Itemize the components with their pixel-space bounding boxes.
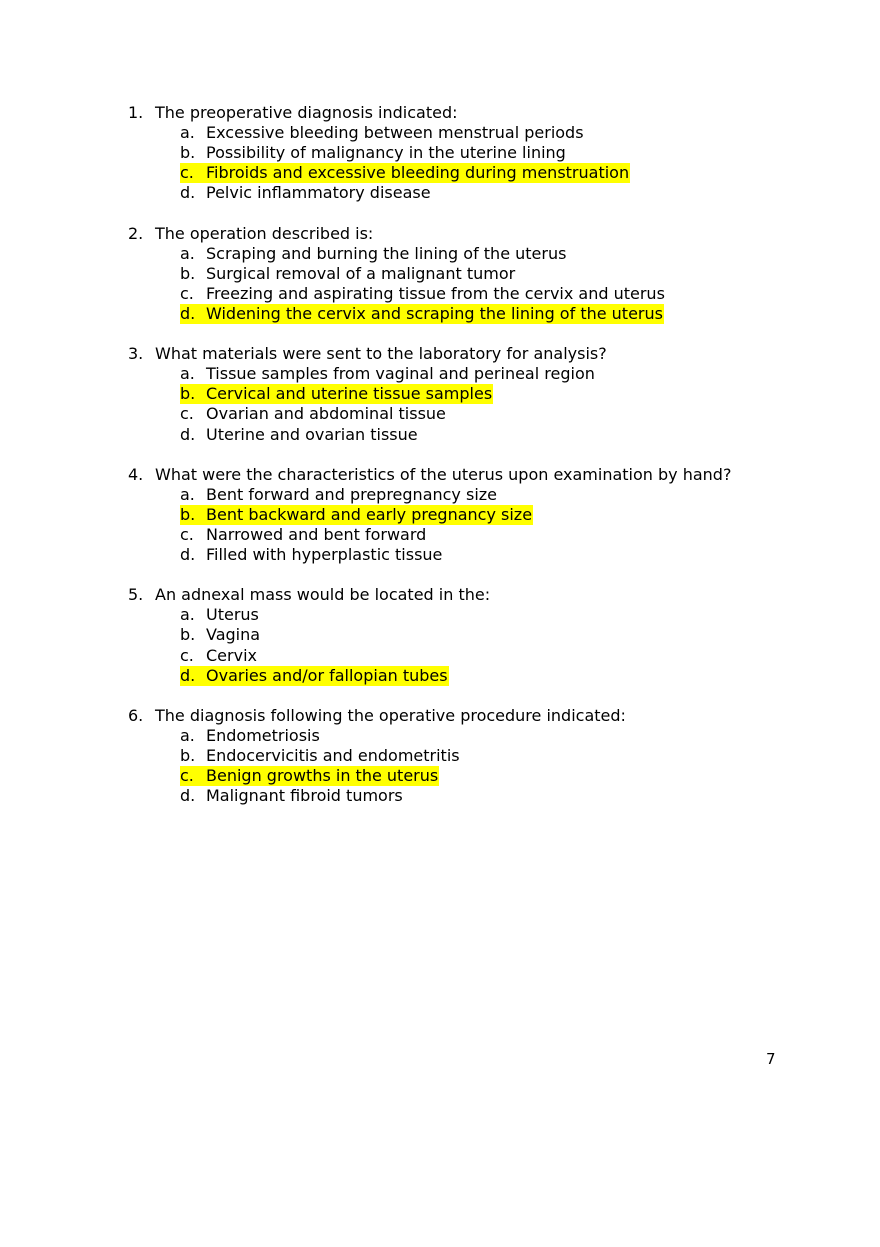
option-text: Benign growths in the uterus xyxy=(206,766,439,786)
question-6 xyxy=(128,706,828,806)
answer-option-body xyxy=(180,183,432,203)
question-number: 1. xyxy=(128,103,144,122)
answer-option-body xyxy=(180,143,567,163)
highlighted-correct-answer xyxy=(180,666,449,686)
option-letter: a. xyxy=(180,243,195,263)
answer-option xyxy=(180,485,828,505)
option-text: Widening the cervix and scraping the lining of the uterus xyxy=(206,303,663,323)
answer-option-body xyxy=(180,726,321,746)
answer-option xyxy=(180,786,828,806)
answer-option xyxy=(180,525,828,545)
option-text: Pelvic inflammatory disease xyxy=(206,183,431,203)
question-number: 3. xyxy=(128,344,144,364)
option-letter: a. xyxy=(180,123,195,143)
option-letter: d. xyxy=(180,665,196,685)
option-text: Cervix xyxy=(206,645,257,665)
answer-option xyxy=(180,304,828,324)
option-text: Vagina xyxy=(206,625,261,645)
option-text: Possibility of malignancy in the uterine lining xyxy=(206,143,566,163)
answer-option xyxy=(180,183,828,203)
answer-option-body xyxy=(180,264,516,284)
question-stem xyxy=(128,706,828,726)
question-1 xyxy=(128,103,828,203)
answer-option xyxy=(180,123,828,143)
answer-option-body xyxy=(180,404,447,424)
option-letter: b. xyxy=(180,263,196,283)
question-text: The operation described is: xyxy=(155,223,374,243)
option-text: Cervical and uterine tissue samples xyxy=(206,384,493,404)
option-letter: d. xyxy=(180,303,196,323)
question-3 xyxy=(128,344,828,444)
option-text: Endometriosis xyxy=(206,725,320,745)
answer-option xyxy=(180,364,828,384)
question-text: The preoperative diagnosis indicated: xyxy=(155,103,458,122)
highlighted-correct-answer xyxy=(180,505,533,525)
answer-option-body xyxy=(180,545,443,565)
option-text: Bent forward and prepregnancy size xyxy=(206,484,498,504)
option-text: Fibroids and excessive bleeding during menstruation xyxy=(206,163,630,183)
option-text: Malignant fibroid tumors xyxy=(206,786,403,806)
question-5 xyxy=(128,585,828,685)
answer-option-body xyxy=(180,425,419,445)
highlighted-correct-answer xyxy=(180,384,493,404)
answer-option xyxy=(180,746,828,766)
option-text: Freezing and aspirating tissue from the cervix and uterus xyxy=(206,283,665,303)
answer-option-body xyxy=(180,244,567,264)
option-letter: c. xyxy=(180,524,194,544)
highlighted-correct-answer xyxy=(180,766,439,786)
answer-option-body xyxy=(180,646,258,666)
answer-option xyxy=(180,384,828,404)
answer-option-body xyxy=(180,525,427,545)
question-stem xyxy=(128,344,828,364)
option-letter: c. xyxy=(180,283,194,303)
question-stem xyxy=(128,585,828,605)
question-text: What were the characteristics of the uterus upon examination by hand? xyxy=(155,464,732,484)
answer-option-body xyxy=(180,123,585,143)
question-number: 6. xyxy=(128,705,144,725)
option-text: Narrowed and bent forward xyxy=(206,524,427,544)
option-text: Filled with hyperplastic tissue xyxy=(206,545,443,565)
answer-option-body xyxy=(180,485,498,505)
option-letter: b. xyxy=(180,746,196,765)
option-letter: b. xyxy=(180,143,196,163)
answer-option xyxy=(180,163,828,183)
option-text: Bent backward and early pregnancy size xyxy=(206,504,533,524)
answer-option xyxy=(180,264,828,284)
option-letter: a. xyxy=(180,725,195,745)
option-letter: b. xyxy=(180,384,196,404)
option-letter: b. xyxy=(180,625,196,645)
question-2 xyxy=(128,224,828,324)
option-text: Uterus xyxy=(206,605,259,625)
answer-option xyxy=(180,545,828,565)
answer-option xyxy=(180,284,828,304)
question-4 xyxy=(128,465,828,565)
option-letter: c. xyxy=(180,404,194,424)
option-letter: a. xyxy=(180,364,195,384)
option-text: Tissue samples from vaginal and perineal region xyxy=(206,364,595,384)
option-letter: d. xyxy=(180,786,196,806)
answer-option xyxy=(180,726,828,746)
option-letter: a. xyxy=(180,484,195,504)
option-letter: c. xyxy=(180,766,194,786)
option-text: Endocervicitis and endometritis xyxy=(206,746,460,765)
answer-option xyxy=(180,425,828,445)
option-text: Scraping and burning the lining of the uterus xyxy=(206,243,567,263)
option-text: Uterine and ovarian tissue xyxy=(206,424,418,444)
answer-option xyxy=(180,666,828,686)
option-letter: d. xyxy=(180,424,196,444)
question-stem xyxy=(128,103,828,123)
question-text: What materials were sent to the laboratory for analysis? xyxy=(155,344,607,364)
option-text: Excessive bleeding between menstrual periods xyxy=(206,123,584,143)
option-text: Surgical removal of a malignant tumor xyxy=(206,263,516,283)
answer-option-body xyxy=(180,605,260,625)
question-stem xyxy=(128,465,828,485)
option-letter: c. xyxy=(180,645,194,665)
highlighted-correct-answer xyxy=(180,304,664,324)
question-number: 4. xyxy=(128,464,144,484)
page-number: 7 xyxy=(766,1050,776,1068)
option-letter: b. xyxy=(180,504,196,524)
question-text: An adnexal mass would be located in the: xyxy=(155,585,491,605)
answer-option-body xyxy=(180,625,261,645)
answer-option xyxy=(180,646,828,666)
answer-option-body xyxy=(180,786,404,806)
answer-option-body xyxy=(180,284,666,304)
answer-option xyxy=(180,244,828,264)
question-number: 2. xyxy=(128,223,144,243)
question-stem xyxy=(128,224,828,244)
option-text: Ovarian and abdominal tissue xyxy=(206,404,446,424)
answer-option xyxy=(180,625,828,645)
answer-option xyxy=(180,505,828,525)
option-letter: a. xyxy=(180,605,195,625)
option-letter: d. xyxy=(180,183,196,203)
option-text: Ovaries and/or fallopian tubes xyxy=(206,665,448,685)
question-text: The diagnosis following the operative procedure indicated: xyxy=(155,705,626,725)
question-list xyxy=(128,103,828,826)
answer-option-body xyxy=(180,364,596,384)
answer-option xyxy=(180,766,828,786)
highlighted-correct-answer xyxy=(180,163,630,183)
option-letter: d. xyxy=(180,545,196,565)
answer-option xyxy=(180,143,828,163)
question-number: 5. xyxy=(128,585,144,605)
answer-option xyxy=(180,605,828,625)
answer-option-body xyxy=(180,746,461,766)
answer-option xyxy=(180,404,828,424)
option-letter: c. xyxy=(180,163,194,183)
